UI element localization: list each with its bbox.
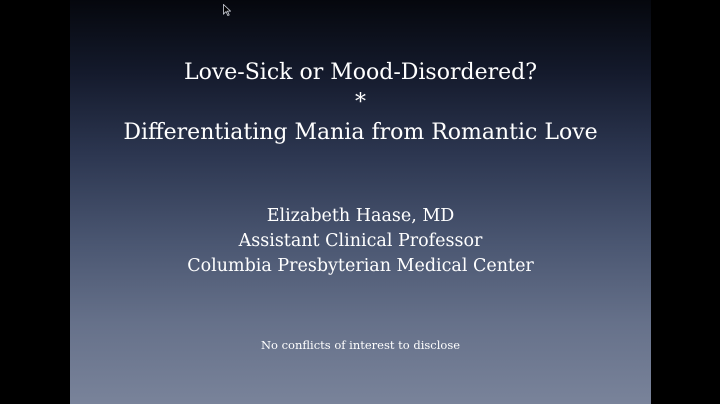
disclosure-note: No conflicts of interest to disclose [260, 338, 461, 352]
mouse-pointer-icon [223, 4, 231, 16]
title-line-1: Love-Sick or Mood-Disordered? [183, 60, 538, 85]
author-affiliation: Columbia Presbyterian Medical Center [187, 256, 534, 276]
presentation-slide [70, 0, 651, 404]
author-name: Elizabeth Haase, MD [266, 206, 455, 226]
author-info [70, 204, 651, 279]
author-title: Assistant Clinical Professor [238, 231, 483, 251]
title-separator: * [355, 90, 366, 115]
slide-title [70, 58, 651, 148]
title-line-2: Differentiating Mania from Romantic Love [123, 120, 598, 145]
